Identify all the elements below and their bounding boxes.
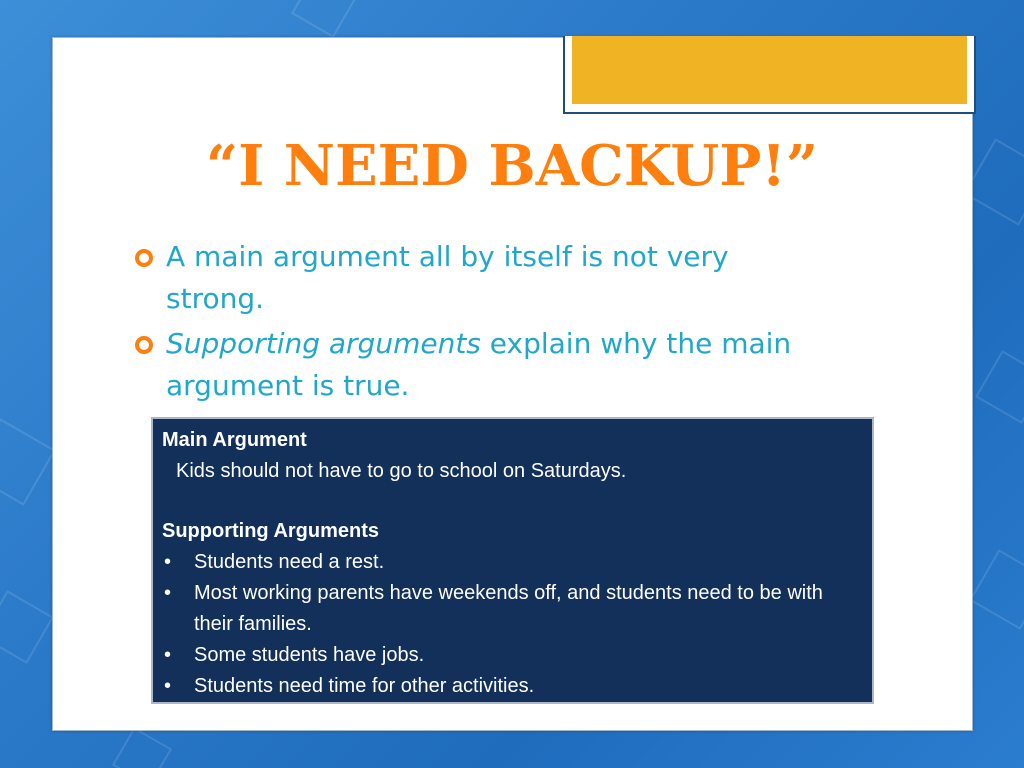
ring-bullet-icon [135, 249, 153, 267]
supporting-argument-text: Most working parents have weekends off, and students need to be with their families. [194, 582, 823, 635]
background-hexagon [0, 418, 56, 505]
supporting-argument-text: Students need time for other activities. [194, 675, 535, 697]
supporting-argument-text: Students need a rest. [194, 551, 385, 573]
bullet-text: explain why the main argument is true. [166, 327, 792, 402]
accent-frame [563, 36, 976, 114]
spacer [162, 487, 863, 516]
supporting-arguments-list [162, 547, 863, 702]
main-argument-heading: Main Argument [162, 429, 307, 451]
bullet-item [133, 323, 833, 407]
slide-title: “I NEED BACKUP!” [205, 133, 819, 199]
ring-bullet-icon [135, 336, 153, 354]
bullet-dot-icon: • [164, 551, 172, 573]
supporting-argument-item [162, 578, 863, 640]
bullet-dot-icon: • [164, 582, 172, 604]
supporting-arguments-heading: Supporting Arguments [162, 520, 380, 542]
accent-block [572, 36, 967, 104]
background-hexagon [291, 0, 358, 38]
background-hexagon [975, 350, 1024, 424]
supporting-argument-text: Some students have jobs. [194, 644, 425, 666]
bullet-text: A main argument all by itself is not very strong. [166, 240, 729, 315]
bullet-dot-icon: • [164, 675, 172, 697]
main-argument-text: Kids should not have to go to school on Saturdays. [176, 460, 627, 482]
supporting-argument-item [162, 640, 863, 671]
supporting-argument-item [162, 671, 863, 702]
background-hexagon [969, 549, 1024, 630]
bullet-dot-icon: • [164, 644, 172, 666]
bullet-text: Supporting arguments [166, 327, 481, 360]
supporting-argument-item [162, 547, 863, 578]
bullet-item [133, 236, 833, 320]
background-hexagon [112, 727, 172, 768]
background-hexagon [0, 590, 54, 664]
bullet-list [133, 236, 833, 410]
example-box [151, 417, 874, 704]
